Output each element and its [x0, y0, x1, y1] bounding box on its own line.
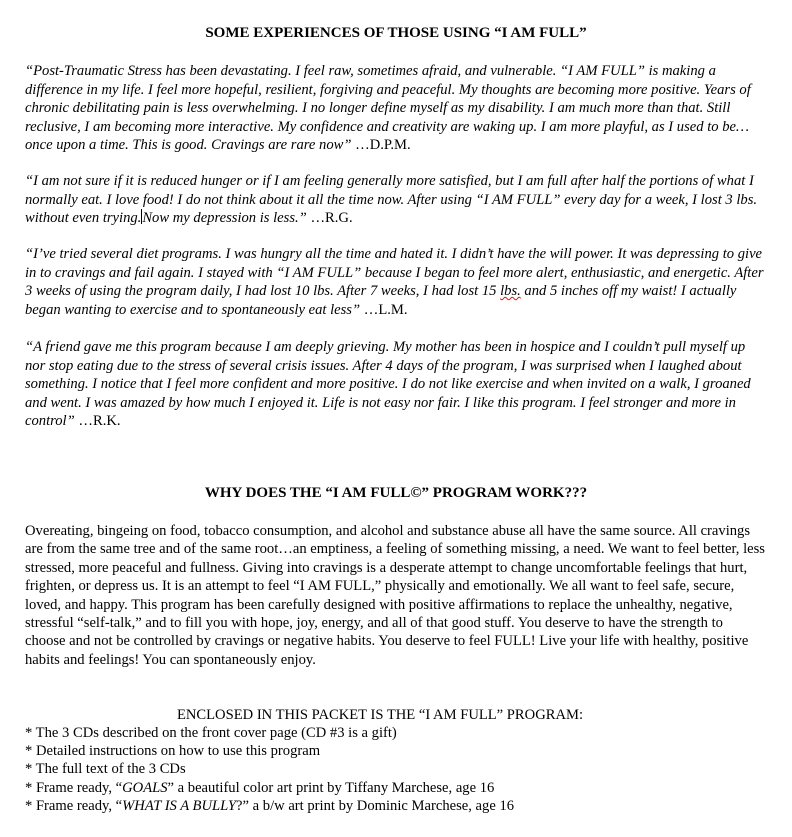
testimonial-attribution: …R.G. [306, 210, 353, 226]
testimonial-4 [25, 338, 767, 431]
list-item: * Detailed instructions on how to use this program [25, 743, 321, 760]
art-print-title: WHAT IS A BULLY [122, 797, 237, 814]
testimonial-1 [25, 62, 767, 155]
enclosed-heading: ENCLOSED IN THIS PACKET IS THE “I AM FULL” PROGRAM: [176, 707, 584, 723]
testimonial-text: Now my depression is less.” [142, 210, 307, 226]
testimonial-attribution: …L.M. [360, 301, 408, 318]
misspelled-word[interactable]: lbs. [500, 283, 521, 299]
testimonial-2 [25, 172, 767, 228]
list-item-suffix: ” a beautiful color art print by Tiffany Marchese, age 16 [167, 779, 495, 796]
testimonial-text: and 5 inches off my waist! I actually began wanting to exercise and to spontaneously eat less” [25, 283, 737, 318]
testimonial-text: “I’ve tried several diet programs. I was hungry all the time and hated it. I didn’t have the will power. It was depressing to give in to cravings and fail again. I stayed with “I AM FULL” because I began to feel more alert, enthusiastic, and energetic. After 3 weeks of using the program daily, I had lost 10 lbs. After 7 weeks, I had lost 15 [25, 246, 764, 299]
testimonial-3 [25, 245, 767, 319]
list-item-prefix: * Frame ready, “ [25, 797, 123, 814]
testimonial-text: “Post-Traumatic Stress has been devastating. I feel raw, sometimes afraid, and vulnerable. “I AM FULL” is making a difference in my life. I feel more hopeful, resilient, forgiving and peaceful. My thoughts are becoming more positive. Years of chronic debilitating pain is less overwhelming. I no longer define myself as my disability. I am much more than that. Still reclusive, I am becoming more interactive. My confidence and creativity are waking up. I am more playful, as I used to be…once upon a time. This is good. Cravings are rare now” [25, 63, 751, 153]
list-item: * The 3 CDs described on the front cover page (CD #3 is a gift) [25, 725, 397, 741]
why-body-paragraph: Overeating, bingeing on food, tobacco consumption, and alcohol and substance abuse all have the same source. All cravings are from the same tree and of the same root…an emptiness, a feeling of something missing, a need. We want to feel better, less stressed, more peaceful and fullness. Giving into cravings is a desperate attempt to change uncomfortable feelings that hurt, frighten, or depress us. It is an attempt to feel “I AM FULL,” physically and emotionally. We all want to feel safe, secure, loved, and happy. This program has been carefully designed with positive affirmations to replace the unhealthy, negative, stressful “self-talk,” and to fill you with hope, joy, energy, and all of that good stuff. You deserve to have the strength to choose and not be controlled by cravings or negative habits. You deserve to feel FULL! Live your life with healthy, positive habits and feelings! You can spontaneously enjoy. [25, 523, 765, 668]
testimonial-text: “A friend gave me this program because I am deeply grieving. My mother has been in hospice and I couldn’t pull myself up nor stop eating due to the stress of several crisis issues. After 4 days of the program, I was surprised when I laughed about something. I notice that I feel more confident and more positive. I do not like exercise and when invited on a walk, I groaned and went. I was amazed by how much I enjoyed it. Life is not easy nor fair. I like this program. I feel stronger and more in control” [25, 339, 751, 429]
list-item: * The full text of the 3 CDs [25, 761, 186, 778]
testimonial-attribution: …D.P.M. [351, 137, 411, 153]
list-item [25, 779, 767, 797]
section-heading-why: WHY DOES THE “I AM FULL©” PROGRAM WORK??? [204, 485, 588, 501]
list-item-prefix: * Frame ready, “ [25, 779, 123, 796]
enclosed-list [25, 724, 767, 815]
list-item [25, 797, 767, 815]
page-title: SOME EXPERIENCES OF THOSE USING “I AM FULL” [205, 25, 587, 41]
testimonial-attribution: …R.K. [74, 413, 121, 429]
testimonial-text: “I am not sure if it is reduced hunger or if I am feeling generally more satisfied, but I am full after half the portions of what I normally eat. I love food! I do not think about it all the time now. After using “I AM FULL” every day for a week, I lost 3 lbs. without even trying. [25, 173, 758, 226]
list-item-suffix: ?” a b/w art print by Dominic Marchese, age 16 [236, 797, 515, 814]
art-print-title: GOALS [122, 779, 168, 796]
